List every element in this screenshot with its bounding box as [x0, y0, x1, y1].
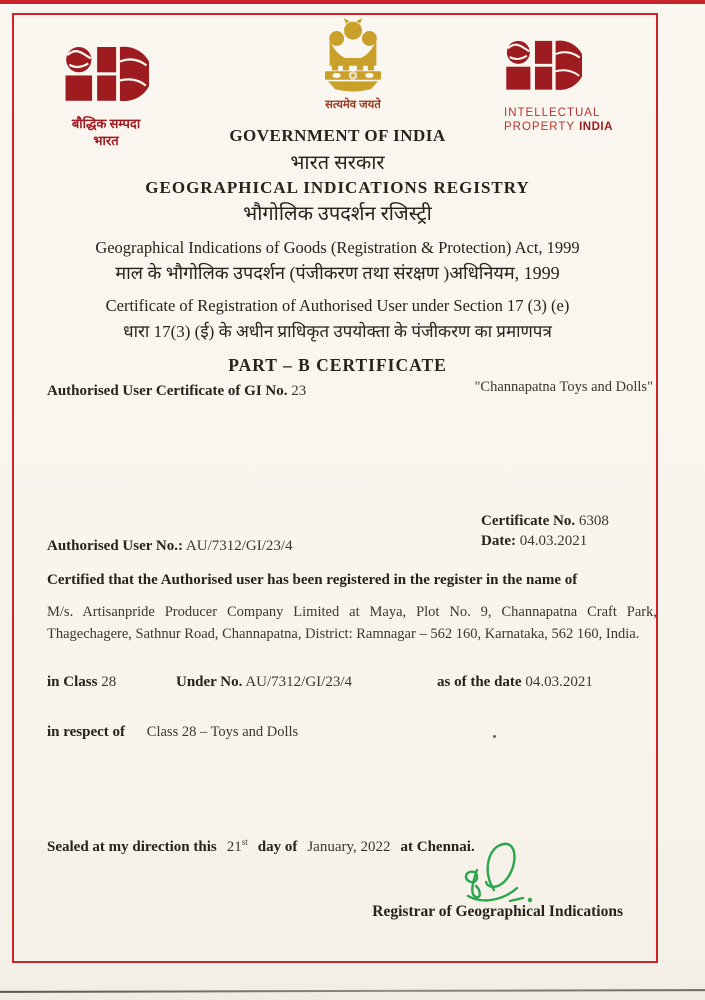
sealed-place: at Chennai.: [400, 839, 475, 855]
national-emblem: [303, 18, 403, 112]
act-title-hi: माल के भौगोलिक उपदर्शन (पंजीकरण तथा संरक्षण )अधिनियम, 1999: [115, 263, 560, 283]
government-title-hi: भारत सरकार: [290, 152, 385, 174]
gi-number-label: Authorised User Certificate of GI No.: [47, 383, 288, 399]
certificate-date-label: Date:: [481, 533, 516, 550]
ip-monogram-icon: [504, 40, 582, 98]
scanned-paper-edge: [0, 989, 705, 993]
government-title-en: GOVERNMENT OF INDIA: [229, 126, 446, 145]
certificate-date-line: [481, 531, 609, 551]
gi-number-value: 23: [291, 383, 307, 399]
page-top-edge: [0, 0, 705, 4]
in-respect-of-value: Class 28 – Toys and Dolls: [146, 724, 299, 740]
registry-title-en: GEOGRAPHICAL INDICATIONS REGISTRY: [145, 178, 530, 197]
authorised-user-number-value: AU/7312/GI/23/4: [185, 538, 293, 554]
in-class-label: in Class: [47, 674, 98, 690]
authorised-user-number-label: Authorised User No.:: [47, 538, 183, 554]
as-of-date-label: as of the date: [437, 674, 522, 690]
certificate-number-value: 6308: [578, 513, 609, 529]
certificate-number-block: [481, 511, 609, 552]
ip-india-logo-right: [504, 40, 624, 135]
in-respect-of-label: in respect of: [47, 724, 126, 740]
sealed-day-ordinal: st: [241, 837, 248, 847]
certificate-number-label: Certificate No.: [481, 513, 576, 529]
ip-monogram-icon: [63, 46, 149, 110]
sealed-statement: [47, 837, 475, 856]
right-logo-caption-line1: INTELLECTUAL: [504, 107, 601, 119]
right-logo-caption-line2: PROPERTY INDIA: [504, 121, 613, 134]
gi-name-value: "Channapatna Toys and Dolls": [474, 379, 653, 395]
registry-title-hi: भौगोलिक उपदर्शन रजिस्ट्री: [243, 203, 432, 225]
scan-speck: [493, 735, 496, 738]
in-respect-of-row: [47, 724, 298, 741]
gi-number-label-group: [47, 379, 306, 400]
certificate-header: [12, 126, 663, 376]
section-line-hi: धारा 17(3) (ई) के अधीन प्राधिकृत उपयोक्ता के पंजीकरण का प्रमाणपत्र: [123, 322, 552, 341]
sealed-prefix: Sealed at my direction this: [47, 839, 217, 855]
under-no-value: AU/7312/GI/23/4: [245, 674, 353, 690]
in-class-group: [47, 674, 116, 691]
registrant-name-address: M/s. Artisanpride Producer Company Limited at Maya, Plot No. 9, Channapatna Craft Park, Thagechagere, Sathnur Road, Channapatna, District: Ramnagar – 562 160, Karnataka, 562 160, India.: [47, 604, 657, 642]
left-logo-caption-line1: बौद्धिक सम्पदा: [71, 116, 141, 131]
as-of-date-value: 04.03.2021: [525, 674, 593, 690]
sealed-day: 21st: [226, 837, 248, 855]
part-b-title: PART – B CERTIFICATE: [228, 355, 447, 375]
certified-statement: Certified that the Authorised user has been registered in the register in the name of: [47, 572, 578, 588]
section-line-en: Certificate of Registration of Authorised User under Section 17 (3) (e): [105, 296, 570, 315]
under-no-group: [176, 674, 352, 691]
as-of-date-group: [437, 674, 593, 691]
act-title-en: Geographical Indications of Goods (Registration & Protection) Act, 1999: [95, 238, 580, 257]
registrar-title: Registrar of Geographical Indications: [372, 903, 623, 920]
under-no-label: Under No.: [176, 674, 243, 690]
authorised-user-number-line: [47, 538, 293, 555]
sealed-date: January, 2022: [307, 839, 391, 855]
left-logo-caption-line2: भारत: [93, 132, 119, 148]
ashoka-lion-capital-icon: [314, 18, 392, 94]
emblem-motto: सत्यमेव जयते: [325, 99, 381, 111]
certificate-number-line: [481, 511, 609, 531]
certificate-date-value: 04.03.2021: [519, 533, 588, 550]
in-class-value: 28: [101, 674, 117, 690]
sealed-mid: day of: [257, 839, 298, 855]
gi-number-row: [47, 379, 653, 400]
